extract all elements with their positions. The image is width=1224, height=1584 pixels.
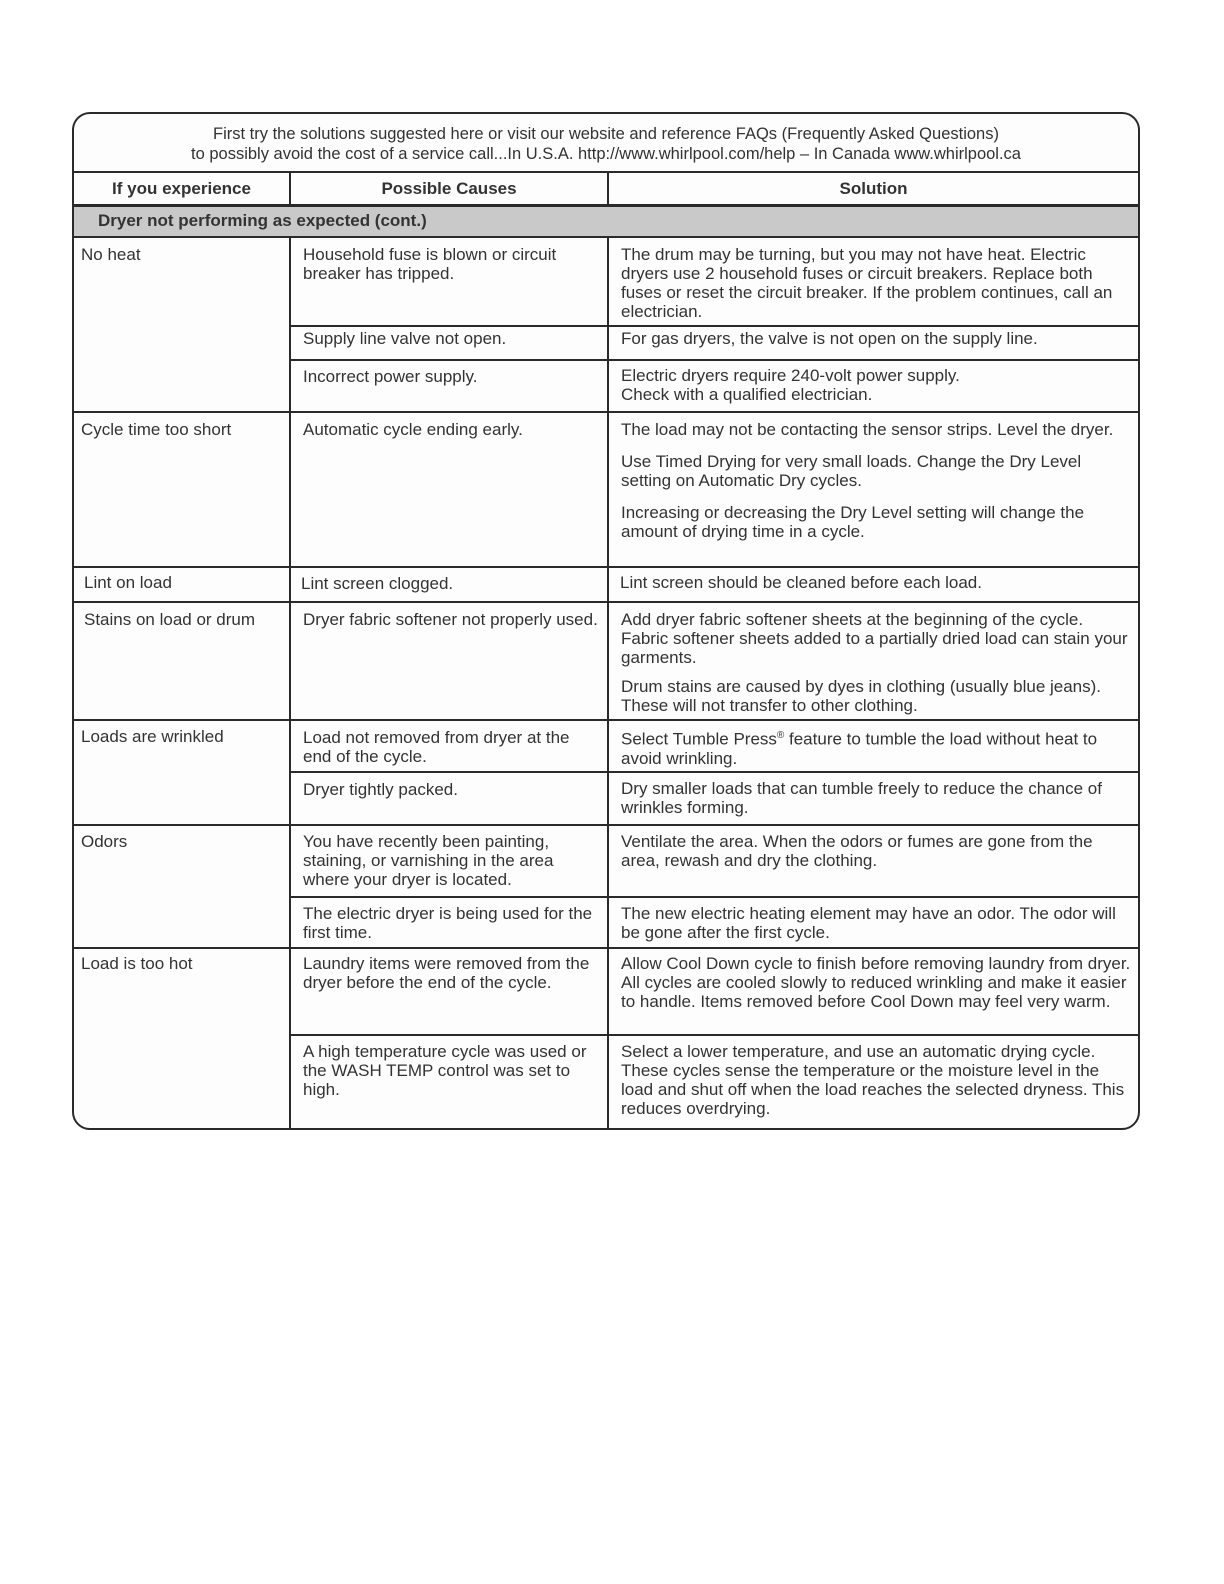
row-divider xyxy=(74,601,1138,603)
row-divider xyxy=(74,719,1138,721)
section-title: Dryer not performing as expected (cont.) xyxy=(74,207,1138,238)
problem-cycle-short: Cycle time too short xyxy=(81,420,232,439)
intro-text xyxy=(74,114,1138,171)
problem-no-heat: No heat xyxy=(81,245,141,264)
row-divider xyxy=(74,947,1138,949)
solution-softener-2: Drum stains are caused by dyes in clothing (usually blue jeans). These will not transfer to other clothing. xyxy=(621,677,1102,715)
cause-auto-cycle: Automatic cycle ending early. xyxy=(303,420,523,439)
cause-removed-early: Laundry items were removed from the dryer before the end of the cycle. xyxy=(303,954,590,992)
cause-power: Incorrect power supply. xyxy=(303,367,478,386)
solution-packed: Dry smaller loads that can tumble freely to reduce the chance of wrinkles forming. xyxy=(621,779,1102,817)
header-causes: Possible Causes xyxy=(381,178,517,198)
row-divider xyxy=(74,566,1138,568)
column-divider xyxy=(607,171,609,207)
problem-odors: Odors xyxy=(81,832,128,851)
subrow-divider xyxy=(289,1034,1138,1036)
solution-auto-cycle xyxy=(621,420,1133,541)
cause-painting: You have recently been painting, staining, or varnishing in the area where your dryer is located. xyxy=(303,832,554,889)
solution-auto-1: The load may not be contacting the sensor strips. Level the dryer. xyxy=(621,420,1114,439)
column-divider xyxy=(289,238,291,1128)
solution-power-line-2: Check with a qualified electrician. xyxy=(621,385,873,404)
cause-not-removed: Load not removed from dryer at the end of the cycle. xyxy=(303,728,570,766)
solution-fuse: The drum may be turning, but you may not have heat. Electric dryers use 2 household fuses or circuit breakers. Replace both fuses or reset the circuit breaker. If the problem continues, call an electrician. xyxy=(621,245,1113,321)
subrow-divider xyxy=(289,325,1138,327)
cause-packed: Dryer tightly packed. xyxy=(303,780,458,799)
solution-lower-temp: Select a lower temperature, and use an automatic drying cycle. These cycles sense the temperature or the moisture level in the load and shut off when the load reaches the selected dryness. This reduces overdrying. xyxy=(621,1042,1125,1118)
column-divider xyxy=(289,171,291,207)
header-experience: If you experience xyxy=(112,178,251,198)
header-solution: Solution xyxy=(839,178,908,198)
solution-softener-1: Add dryer fabric softener sheets at the beginning of the cycle. Fabric softener sheets added to a partially dried load can stain your garments. xyxy=(621,610,1128,667)
problem-lint: Lint on load xyxy=(84,573,172,592)
cause-lint-screen: Lint screen clogged. xyxy=(301,574,454,593)
problem-stains: Stains on load or drum xyxy=(84,610,256,629)
cause-high-temp: A high temperature cycle was used or the WASH TEMP control was set to high. xyxy=(303,1042,587,1099)
troubleshooting-table xyxy=(72,112,1140,1130)
solution-tumble-press xyxy=(621,726,1133,768)
row-divider xyxy=(74,824,1138,826)
solution-element: The new electric heating element may have an odor. The odor will be gone after the first cycle. xyxy=(621,904,1116,942)
solution-valve: For gas dryers, the valve is not open on the supply line. xyxy=(621,329,1038,348)
solution-tumble-a: Select Tumble Press xyxy=(621,729,777,749)
registered-mark: ® xyxy=(776,730,785,741)
intro-line-2: to possibly avoid the cost of a service call...In U.S.A. http://www.whirlpool.com/help – In Canada www.whirlpool.ca xyxy=(191,145,1021,163)
intro-line-1: First try the solutions suggested here or visit our website and reference FAQs (Frequently Asked Questions) xyxy=(213,125,999,143)
solution-power xyxy=(621,366,1133,404)
problem-too-hot: Load is too hot xyxy=(81,954,193,973)
table-header xyxy=(74,171,1138,207)
subrow-divider xyxy=(289,896,1138,898)
row-divider xyxy=(74,411,1138,413)
problem-wrinkled: Loads are wrinkled xyxy=(81,727,224,746)
solution-auto-3: Increasing or decreasing the Dry Level setting will change the amount of drying time in a cycle. xyxy=(621,503,1085,541)
cause-valve: Supply line valve not open. xyxy=(303,329,507,348)
cause-fuse: Household fuse is blown or circuit breaker has tripped. xyxy=(303,245,557,283)
cause-first-time: The electric dryer is being used for the first time. xyxy=(303,904,593,942)
column-divider xyxy=(607,238,609,1128)
solution-power-line-1: Electric dryers require 240-volt power supply. xyxy=(621,366,960,385)
solution-auto-2: Use Timed Drying for very small loads. Change the Dry Level setting on Automatic Dry cycles. xyxy=(621,452,1082,490)
cause-softener: Dryer fabric softener not properly used. xyxy=(303,610,598,629)
solution-tumble-b: feature to tumble the load without heat to avoid wrinkling. xyxy=(621,729,1098,768)
solution-lint: Lint screen should be cleaned before each load. xyxy=(620,573,982,592)
solution-softener xyxy=(621,610,1133,715)
subrow-divider xyxy=(289,771,1138,773)
solution-ventilate: Ventilate the area. When the odors or fumes are gone from the area, rewash and dry the clothing. xyxy=(621,832,1093,870)
subrow-divider xyxy=(289,359,1138,361)
solution-cool-down: Allow Cool Down cycle to finish before removing laundry from dryer. All cycles are cooled slowly to reduced wrinkling and make it easier to handle. Items removed before Cool Down may feel very warm. xyxy=(621,954,1131,1011)
